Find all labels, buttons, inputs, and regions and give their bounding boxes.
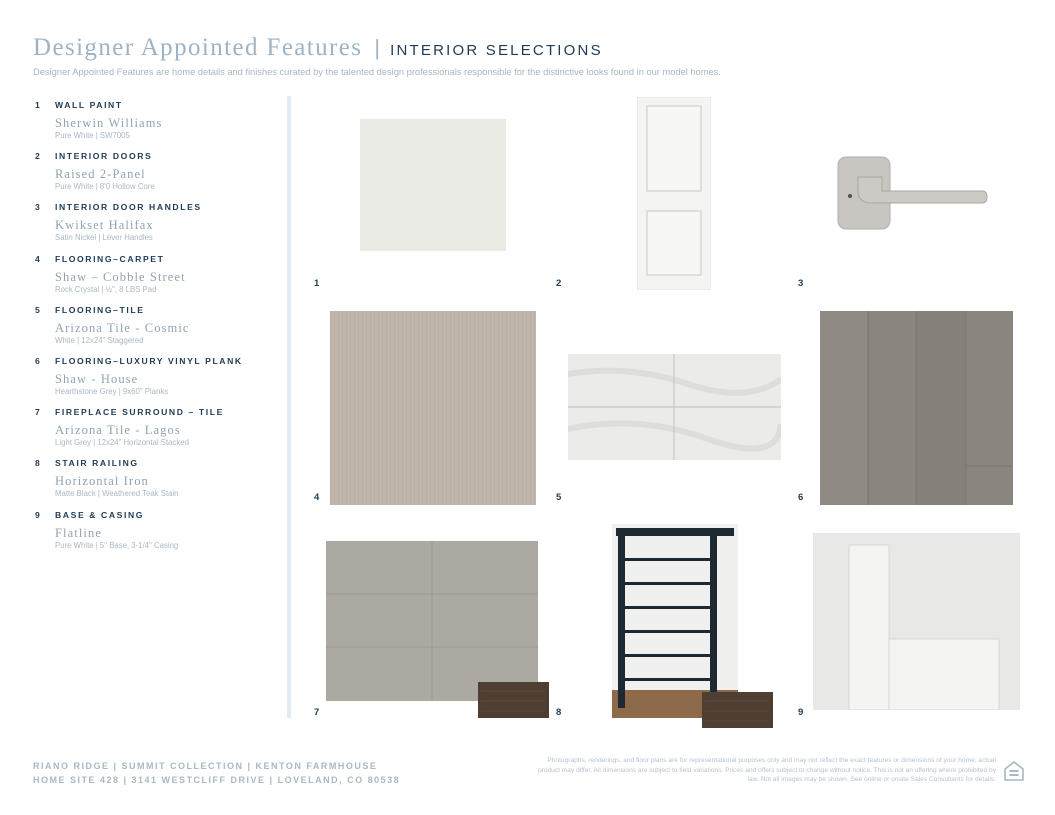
item-detail: Satin Nickel | Lever Handles [55,233,153,243]
page-title: Designer Appointed Features [33,34,363,61]
item-category: FLOORING–LUXURY VINYL PLANK [55,355,243,366]
item-brand: Flatline [55,525,102,540]
list-item [35,100,285,151]
footer-disclaimer: Photographs, renderings, and floor plans are for representational purposes only and may not reflect the exact features or dimensions of your home; actual product may differ. All dimensions are subject to field variations. Prices and offers subject to change without notice. This is not an offering where prohibited by law. Not all images may be shown. See online or onsite Sales Consultants for details. [537,757,996,783]
floor-tile-swatch [568,354,781,460]
item-detail: Pure White | SW7005 [55,131,130,140]
list-item [35,151,285,202]
item-detail: Matte Black | Weathered Teak Stain [55,489,179,499]
item-category: STAIR RAILING [55,458,139,469]
selection-list [35,100,285,561]
item-detail: Pure White | 5" Base, 3-1/4" Casing [55,540,179,550]
item-brand: Arizona Tile - Cosmic [55,320,190,335]
list-item [35,254,285,305]
item-category: WALL PAINT [55,100,123,110]
swatch-label: 8 [556,707,562,718]
item-category: BASE & CASING [55,509,145,520]
equal-housing-icon [1003,760,1025,782]
wall-paint-swatch [360,119,506,251]
item-category: INTERIOR DOOR HANDLES [55,202,202,213]
item-number: 4 [35,253,42,264]
page-subtitle: INTERIOR SELECTIONS [390,42,603,59]
swatch-label: 1 [314,278,320,289]
item-number: 9 [35,509,42,520]
footer-address [33,759,400,787]
item-detail: Hearthstone Grey | 9x60" Planks [55,386,169,396]
item-brand: Raised 2-Panel [55,167,146,182]
item-brand: Shaw – Cobble Street [55,269,186,284]
list-item [35,407,285,458]
item-category: INTERIOR DOORS [55,151,153,162]
item-category: FLOORING–TILE [55,304,145,315]
page-header [33,34,603,62]
item-brand: Arizona Tile - Lagos [55,423,181,438]
interior-door-image [637,97,711,290]
footer-line-2: HOME SITE 428 | 3141 WESTCLIFF DRIVE | LOVELAND, CO 80538 [33,775,401,785]
footer-line-1: RIANO RIDGE | SUMMIT COLLECTION | KENTON FARMHOUSE [33,761,378,771]
list-item [35,510,285,561]
fireplace-tile-swatch [326,541,550,719]
item-detail: White | 12x24" Staggered [55,335,144,345]
carpet-swatch [330,311,536,505]
item-detail: Pure White | 8'0 Hollow Core [55,182,155,192]
item-number: 5 [35,304,42,315]
item-number: 1 [35,100,42,110]
base-casing-image [813,533,1020,710]
item-number: 8 [35,458,42,469]
item-category: FLOORING–CARPET [55,253,165,264]
item-brand: Kwikset Halifax [55,218,154,233]
swatch-label: 6 [798,492,804,503]
item-number: 6 [35,355,42,366]
stair-railing-image [612,524,774,728]
door-handle-image [836,155,992,235]
item-brand: Shaw - House [55,371,139,386]
list-item [35,305,285,356]
item-number: 3 [35,202,42,213]
list-item [35,356,285,407]
swatch-label: 2 [556,278,562,289]
swatch-label: 7 [314,707,320,718]
swatch-label: 4 [314,492,320,503]
title-separator: | [374,35,381,60]
vertical-divider [287,96,291,718]
list-item [35,202,285,253]
item-category: FIREPLACE SURROUND – TILE [55,407,224,418]
vinyl-plank-swatch [820,311,1013,505]
list-item [35,458,285,509]
intro-text: Designer Appointed Features are home details and finishes curated by the talented design professionals responsible for the distinctive looks found in our model homes. [33,67,721,77]
swatch-label: 5 [556,492,562,503]
swatch-label: 3 [798,278,804,289]
item-detail: Rock Crystal | ½", 8 LBS Pad [55,284,157,294]
item-number: 7 [35,407,42,418]
item-brand: Sherwin Williams [55,116,163,130]
item-detail: Light Grey | 12x24" Horizontal Stacked [55,438,189,448]
swatch-label: 9 [798,707,804,718]
item-number: 2 [35,151,42,162]
item-brand: Horizontal Iron [55,474,149,489]
